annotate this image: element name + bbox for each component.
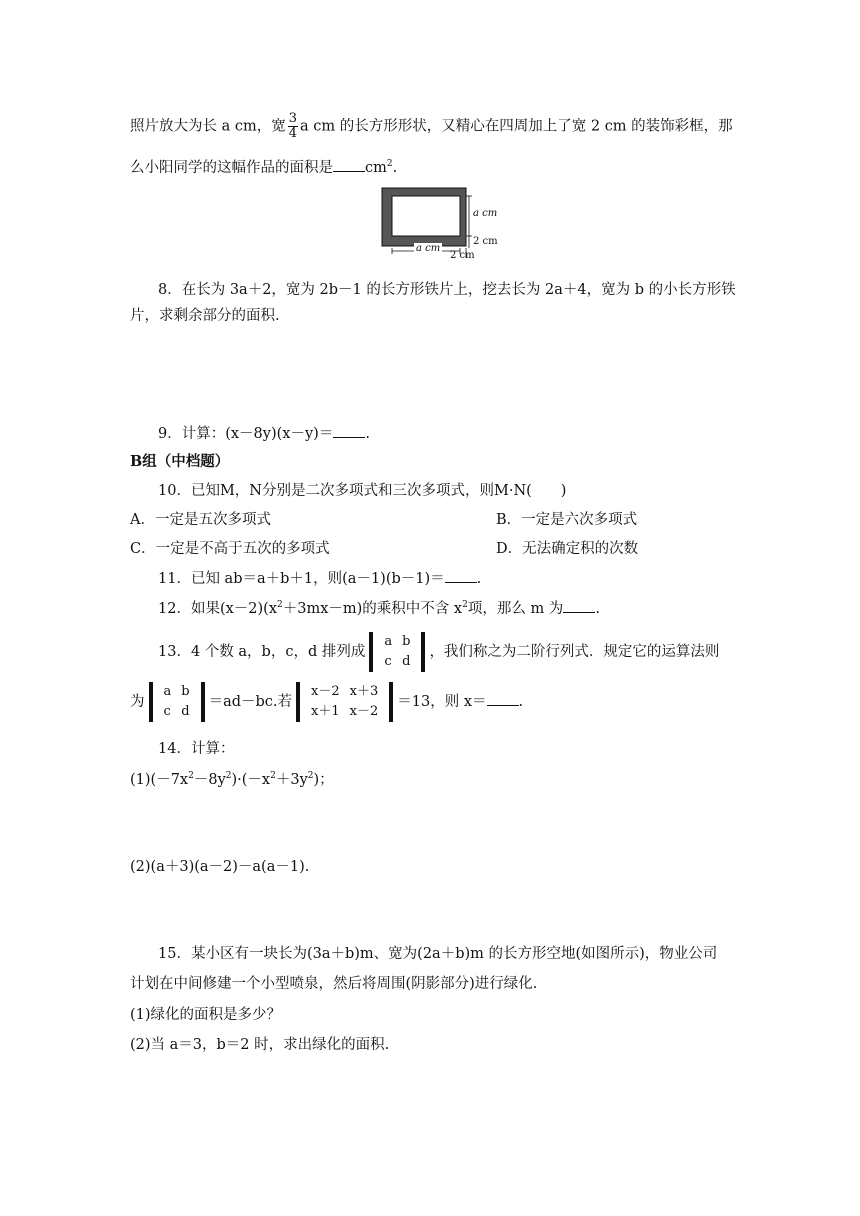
period: . <box>365 426 370 442</box>
answer-blank <box>487 693 519 706</box>
q10-choice-b: B．一定是六次多项式 <box>496 512 638 528</box>
q12-text-c: 项，那么 m 为 <box>467 601 564 617</box>
q14-part-1 <box>130 770 334 790</box>
determinant-abcd <box>367 632 427 672</box>
three-quarters-fraction <box>288 112 298 141</box>
unit-text: cm <box>365 160 387 176</box>
det-cell: a <box>384 634 393 649</box>
fraction-denominator: 4 <box>288 126 298 141</box>
q13-text-c: ＝13，则 x＝ <box>397 694 487 710</box>
answer-blank <box>333 159 365 172</box>
q14-p1-b: －8y <box>193 772 226 788</box>
q12-line <box>158 599 600 619</box>
exponent: 2 <box>307 771 314 781</box>
exponent: 2 <box>270 771 276 781</box>
intro-text-a: 照片放大为长 a cm，宽 <box>130 118 286 135</box>
intro-text-b: a cm 的长方形形状，又精心在四周加上了宽 2 cm 的装饰彩框，那 <box>300 118 733 135</box>
q12-text-a: 12．如果(x－2)(x <box>158 601 278 617</box>
det-cell: c <box>384 654 392 669</box>
det-cell: x＋3 <box>349 684 379 699</box>
q9-line <box>158 424 370 444</box>
q14-p1-e: )； <box>313 772 334 788</box>
label-2cm-right: 2 cm <box>473 236 498 247</box>
q13-text-b: ，我们称之为二阶行列式．规定它的运算法则 <box>429 644 720 660</box>
q8-line-1: 8．在长为 3a＋2，宽为 2b－1 的长方形铁片上，挖去长为 2a＋4，宽为 b 的小长方形铁 <box>158 282 736 298</box>
det-cell: x－2 <box>349 704 379 719</box>
q10-choice-a: A．一定是五次多项式 <box>130 512 271 528</box>
q12-text-b: ＋3mx－m)的乘积中不含 x <box>282 601 463 617</box>
group-b-heading: B组（中档题） <box>130 453 230 470</box>
exponent: 2 <box>462 600 468 610</box>
q8-line-2: 片，求剩余部分的面积. <box>130 308 280 324</box>
det-cell: x＋1 <box>311 704 340 719</box>
det-cell: c <box>163 704 171 719</box>
q13-line-2 <box>130 682 523 722</box>
q14-p1-d: ＋3y <box>275 772 308 788</box>
det-cell: d <box>402 654 411 669</box>
det-cell: d <box>181 704 190 719</box>
frame-figure <box>380 186 510 260</box>
fraction-numerator: 3 <box>288 111 298 126</box>
label-a-cm-bottom: a cm <box>416 243 441 254</box>
q13-text-wei: 为 <box>130 694 145 710</box>
q13-text-a: 13．4 个数 a，b，c，d 排列成 <box>158 644 366 660</box>
intro-line-1 <box>130 112 733 141</box>
q11-line <box>158 569 481 589</box>
intro-line-2 <box>130 158 397 178</box>
period: . <box>476 571 482 587</box>
q10-choice-c: C．一定是不高于五次的多项式 <box>130 541 330 557</box>
period: . <box>518 694 524 710</box>
q15-line-1: 15．某小区有一块长为(3a＋b)m、宽为(2a＋b)m 的长方形空地(如图所示)，物业公司 <box>158 946 718 962</box>
det-cell: x－2 <box>311 684 340 699</box>
q13-formula-text: ＝ad－bc.若 <box>208 694 293 710</box>
q14-stem: 14．计算： <box>158 741 235 757</box>
answer-blank <box>333 425 365 438</box>
q14-p1-c: )·(－x <box>231 772 271 788</box>
determinant-definition <box>147 682 207 722</box>
q13-line-1 <box>158 632 719 672</box>
det-cell: a <box>163 684 172 699</box>
q15-line-2: 计划在中间修建一个小型喷泉，然后将周围(阴影部分)进行绿化. <box>130 976 538 992</box>
q10-stem: 10．已知M，N分别是二次多项式和三次多项式，则M·N( ) <box>158 483 567 499</box>
q15-part-1: (1)绿化的面积是多少？ <box>130 1007 282 1023</box>
q11-text: 11．已知 ab＝a＋b＋1，则(a－1)(b－1)＝ <box>158 571 445 587</box>
exponent: 2 <box>225 771 232 781</box>
q14-p1-a: (1)(－7x <box>130 772 189 788</box>
answer-blank <box>445 570 477 583</box>
label-2cm-bottom: 2 cm <box>450 250 475 261</box>
exponent: 2 <box>188 771 194 781</box>
q15-part-2: (2)当 a＝3，b＝2 时，求出绿化的面积. <box>130 1037 390 1053</box>
det-cell: b <box>181 684 190 699</box>
exponent: 2 <box>277 600 283 610</box>
label-a-cm-right: a cm <box>473 208 498 219</box>
determinant-x <box>294 682 395 722</box>
unit-exponent: 2 <box>386 159 393 169</box>
period: . <box>595 601 600 617</box>
q9-text: 9．计算：(x－8y)(x－y)＝ <box>158 426 334 442</box>
q14-part-2: (2)(a＋3)(a－2)－a(a－1). <box>130 859 310 875</box>
det-cell: b <box>402 634 411 649</box>
answer-blank <box>563 600 595 613</box>
intro-question-text: 么小阳同学的这幅作品的面积是 <box>130 160 333 176</box>
q10-choice-d: D．无法确定积的次数 <box>496 541 639 557</box>
period: . <box>392 160 398 176</box>
frame-diagram <box>380 186 510 260</box>
